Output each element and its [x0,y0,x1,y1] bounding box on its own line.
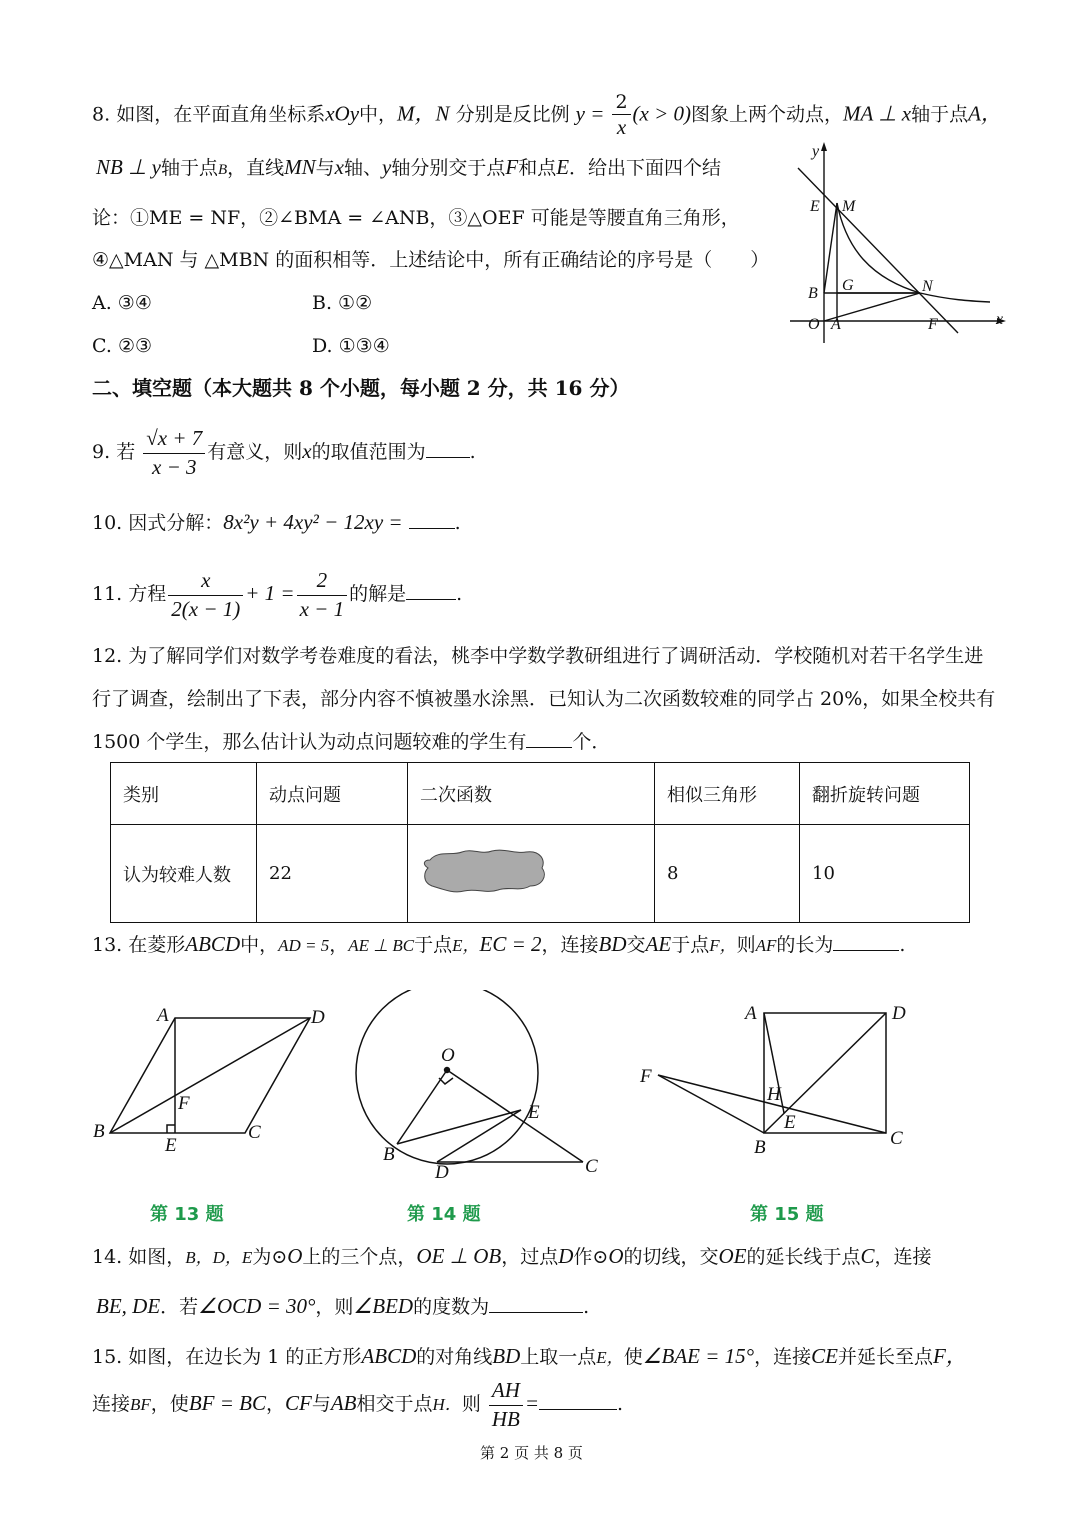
q8-option-c: C. ②③ [92,335,153,357]
fig14-circle [356,990,538,1164]
q8-option-a: A. ③④ [92,292,152,314]
fig13-label-f: F [178,1093,190,1114]
fig14-segment-oc [447,1070,583,1162]
fig14-label-b: B [383,1144,395,1165]
q10-answer-blank[interactable] [409,527,455,529]
fig15-label-a: A [745,1003,757,1024]
q11-fraction-left: $\frac{x}{2(x - 1)}$ [168,567,243,623]
q12-line3: 1500 个学生，那么估计认为动点问题较难的学生有 个． [92,731,611,753]
table-header-cell: 相似三角形 [655,763,800,825]
fig15-label-f: F [640,1066,652,1087]
table-header-row [111,763,970,825]
q8-line1: 8. 如图，在平面直角坐标系xOy中，M，N 分别是反比例 y = $\frac{2}{x}$ (x > 0)图象上两个动点，MA ⊥ x轴于点A， [92,91,1002,139]
fig15-label-c: C [890,1128,903,1149]
q9-fraction: $\frac{√x + 7}{x - 3}$ [143,425,205,481]
page-footer: 第 2 页 共 8 页 [480,1444,583,1462]
section-heading-fill-in: 二、填空题（本大题共 8 个小题，每小题 2 分，共 16 分） [92,376,630,400]
table-cell: 认为较难人数 [111,825,257,923]
table-cell: 8 [655,825,800,923]
q11-answer-blank[interactable] [406,598,456,600]
fig14-center-dot [444,1067,450,1073]
caption-figure-13: 第 13 题 [150,1204,224,1225]
q8-label-b: B [808,285,818,302]
table-cell: 10 [800,825,970,923]
q8-label-f: F [928,316,938,333]
fig15-label-d: D [892,1003,906,1024]
q11-fraction-right: $\frac{2}{x - 1}$ [297,567,348,623]
table-header-cell: 翻折旋转问题 [800,763,970,825]
q8-option-b: B. ①② [312,292,373,314]
q8-line4: ④△MAN 与 △MBN 的面积相等．上述结论中，所有正确结论的序号是（ ） [92,249,770,271]
q14-answer-blank[interactable] [489,1311,583,1313]
fig14-label-d: D [435,1162,449,1183]
figure-14 [345,990,615,1190]
q12-answer-blank[interactable] [526,746,572,748]
q8-segment-bm [824,203,837,293]
q8-label-e: E [810,198,820,215]
fig13-right-angle-mark [167,1125,175,1133]
fig13-label-b: B [93,1121,105,1142]
q15-answer-blank[interactable] [539,1408,617,1410]
fig15-segment-bf [658,1075,764,1133]
caption-figure-14: 第 14 题 [407,1204,481,1225]
q11: 11. 方程 $\frac{x}{2(x - 1)}$ + 1 = $\frac{2}{x - 1}$ 的解是 . [92,562,462,624]
q8-label-y: y [812,143,820,160]
ink-blot [420,846,550,896]
fig13-label-a: A [157,1005,169,1026]
figure-15 [630,995,920,1165]
q14-line2: BE, DE．若∠OCD = 30°，则∠BED的度数为 . [96,1294,590,1318]
q8-label-g: G [842,277,854,294]
q12-line2: 行了调查，绘制出了下表，部分内容不慎被墨水涂黑．已知认为二次函数较难的同学占 20%，如果全校共有 [92,688,996,710]
fig13-diagonal-bd [110,1018,310,1133]
q9: 9. 若 $\frac{√x + 7}{x - 3}$ 有意义，则x的取值范围为 . [92,420,476,482]
q8-line3: 论：①ME = NF，②∠BMA = ∠ANB，③△OEF 可能是等腰直角三角形， [92,207,740,229]
fig15-label-e: E [784,1112,796,1133]
fig14-label-o: O [441,1045,455,1066]
caption-figure-15: 第 15 题 [750,1204,824,1225]
table-cell-ink-blot [408,825,655,923]
q8-figure [780,138,1010,348]
table-cell: 22 [257,825,408,923]
q13-answer-blank[interactable] [833,949,899,951]
fig14-segment-de [437,1110,521,1162]
table-header-cell: 动点问题 [257,763,408,825]
figure-13 [85,995,355,1165]
q13: 13. 在菱形ABCD中，AD = 5，AE ⊥ BC于点E，EC = 2，连接BD交AE于点F，则AF的长为 . [92,932,906,956]
survey-table [110,762,970,923]
q8-fraction: $\frac{2}{x}$ [612,92,630,139]
fig15-label-h: H [767,1084,781,1105]
q8-option-d: D. ①③④ [312,335,390,357]
q15-line2: 连接BF，使BF = BC，CF与AB相交于点H．则 $\frac{AH}{HB}$ = . [92,1372,623,1434]
q8-label-o: O [808,316,820,333]
q15-fraction: $\frac{AH}{HB}$ [489,1377,523,1433]
q10: 10. 因式分解：8x²y + 4xy² − 12xy = . [92,510,461,534]
table-header-cell: 二次函数 [408,763,655,825]
q15-line1: 15. 如图，在边长为 1 的正方形ABCD的对角线BD上取一点E，使∠BAE = 15°，连接CE并延长至点F， [92,1344,967,1368]
fig13-label-d: D [311,1007,325,1028]
q8-label-x: x [996,311,1004,328]
fig15-diagonal-bd [764,1013,886,1133]
table-header-cell: 类别 [111,763,257,825]
q9-answer-blank[interactable] [426,456,470,458]
table-row [111,825,970,923]
q8-line-mn [798,168,958,333]
fig14-label-e: E [528,1102,540,1123]
q8-label-n: N [922,278,933,295]
fig14-label-c: C [585,1156,598,1177]
fig13-label-e: E [165,1135,177,1156]
fig13-label-c: C [248,1122,261,1143]
q8-label-a: A [831,316,841,333]
fig14-segment-be [397,1110,521,1144]
q8-label-m: M [842,198,856,215]
q12-line1: 12. 为了解同学们对数学考卷难度的看法，桃李中学数学教研组进行了调研活动．学校随机对若干名学生进 [92,645,984,667]
q8-line2: NB ⊥ y轴于点B，直线MN与x轴、y轴分别交于点F和点E．给出下面四个结 [96,155,722,179]
q14-line1: 14. 如图，B，D，E为⊙O上的三个点，OE ⊥ OB，过点D作⊙O的切线，交OE的延长线于点C，连接 [92,1244,932,1268]
fig15-label-b: B [754,1137,766,1158]
